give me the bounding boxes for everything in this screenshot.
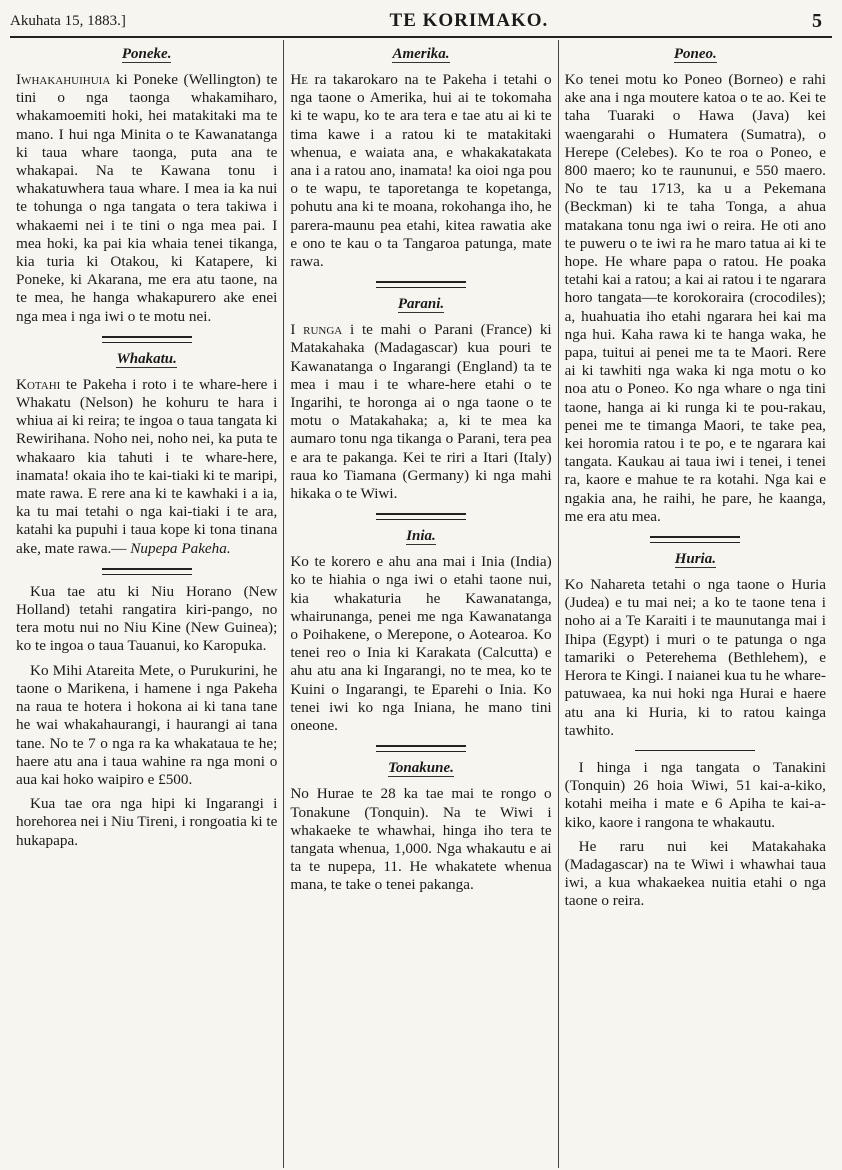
lead-word: Kotahi — [16, 375, 61, 393]
masthead — [10, 6, 832, 38]
article-tonkin: I hinga i nga tangata o Tanakini (Tonquin) 26 hoia Wiwi, 51 kai-a-kiko, kotahi meiha i mate e 6 Apiha te kai-a-kiko, kaore i rangona te whakautu. — [564, 758, 826, 831]
section-heading-whakatu: Whakatu. — [116, 350, 177, 367]
article-text: ki Poneke (Wellington) te tini o nga taonga whakamiharo, whakamoemiti hoki, hei matakitaki ma te mano. I hui nga Minita o te Kawanatanga ki taua whare taonga, puta ana te whakapai. Na te Kawana tonu i whakatuwhera taua whare. I mea ia ka nui te tohunga o nga tangata o tera takiwa i whakaemi nei i te tini o nga mea pai. I mea hoki, ka pai kia whaia tenei tikanga, kia turia ki Otakou, ki Katapere, ki Poneke, ki Akarana, me era atu taone, na te mea, he hanga whakapurero ake enei nga mea i nga iwi o te motu nei. — [16, 71, 278, 325]
section-heading-poneo: Poneo. — [673, 46, 717, 62]
section-heading-amerika: Amerika. — [392, 46, 450, 62]
article-credit: Nupepa Pakeha. — [130, 539, 231, 557]
section-divider — [102, 336, 192, 343]
lead-word: Iwhakahuihuia — [16, 71, 111, 88]
article-inia: Ko te korero e ahu ana mai i Inia (India) ko te hiahia o nga iwi o etahi taone nui, kia whakaturia he Kawanatanga, whairunanga, penei me nga Kawanatanga o Poihakene, o Merepone, o Aotearoa. Ko tenei reo o Inia ki Karakata (Calcutta) e ahu atu ana ki Ingarangi, no te mea, ko te Kuini o Ingarangi, te Eparehi o Inia. Ko tenei iwi ko nga Iniana, he mano tini oneone. — [290, 553, 552, 735]
section-divider — [376, 281, 466, 288]
page-number: 5 — [811, 9, 822, 32]
section-heading-tonakune: Tonakune. — [388, 760, 454, 777]
section-heading-parani: Parani. — [397, 296, 445, 313]
article-text: i te mahi o Parani (France) ki Matakahaka (Madagascar) kua pouri te Kawanatanga o Ingarangi (England) ta te mea i mau i te whare-here etahi o te Ingarihi, te horonga ai o nga taone o te motu o Matakahaka; a, ki te mea ka aumaro tonu nga tikanga o Parani, tera pea e ara te pakanga. Kei te riri a Itari (Italy) raua ko Tiamana (Germany) ki nga mahi hikaka o te Wiwi. — [290, 321, 552, 503]
lead-word: I runga — [290, 321, 343, 339]
article-mihi: Ko Mihi Atareita Mete, o Purukurini, he taone o Marikena, i hamene i nga Pakeha na raua te hotera i hokona ai ki tana tane he wai whakahaurangi, i haurangi ai tana tane. No te 7 o nga ra ka whakataua te he; haere atu ana i taua wahine ra nga moni o aua kai hoko waipiro e £500. — [16, 661, 278, 788]
article-hipi: Kua tae ora nga hipi ki Ingarangi i horehorea nei i Niu Tireni, i rongoatia ki te hukapapa. — [16, 795, 278, 849]
section-heading-huria: Huria. — [674, 551, 716, 568]
newspaper-title: TE KORIMAKO. — [389, 10, 549, 31]
lead-word: He — [290, 71, 309, 88]
article-poneke — [16, 71, 277, 326]
article-parani — [290, 321, 551, 503]
article-niu-horano: Kua tae atu ki Niu Horano (New Holland) tetahi rangatira kiri-pango, no tera motu nui no Niu Kine (New Guinea); ko te ingoa o taua Tauanui, ko Karopuka. — [16, 582, 278, 655]
article-whakatu — [16, 376, 277, 558]
section-heading-poneke: Poneke. — [121, 46, 172, 62]
issue-date: Akuhata 15, 1883.] — [10, 12, 126, 29]
column-3 — [558, 40, 832, 1168]
article-text: te Pakeha i roto i te whare-here i Whakatu (Nelson) he kohuru te hara i whiua ai ki reira; te ingoa o taua tangata ki Rewirihana. Noho nei, noho nei, ka puta te whakaaro kia tahuti i te whare-here, inamata! okaia iho te kai-tiaki ki te maripi, mate rawa. E rere ana ki te kawhaki i a ia, ka tu mai tetahi o nga kai-tiaki i te ara, katahi ka pupuhi i taua kope ki tona tinana ake, mate rawa.— — [16, 375, 278, 557]
article-huria: Ko Nahareta tetahi o nga taone o Huria (Judea) e tu mai nei; a ko te taone tena i noho ai a Te Karaiti i te maunutanga mai i Ihipa (Egypt) i muri o te patunga o nga tamariki o Peterehema (Bethlehem), e Herora te Kingi. I naianei kua tu he whare-patuwaea, ka nui hoki nga Hurai e haere atu ana ki Huria, ki to ratou kainga tawhito. — [564, 576, 826, 739]
section-divider — [650, 536, 740, 543]
section-divider — [635, 750, 755, 751]
section-divider — [376, 513, 466, 520]
column-1 — [10, 40, 283, 1168]
article-poneo: Ko tenei motu ko Poneo (Borneo) e rahi ake ana i nga moutere katoa o te ao. Kei te taha Tuaraki o Hawa (Java) kei waengarahi o Humatera (Sumatra), o Herepe (Celebes). Ko te roa o Poneo, e 800 maero; ko te raununui, e 550 maero. No te tau 1713, ka u a Pekemana (Beckman) ki te taha Tonga, a ahua matakana tonu nga iwi o reira. He oti ano te puweru o te iwi ra he maro tatua ai ki te hope. He whare papa o ratou. He poaka tetahi kai a ratou; a kai ai ratou i te ngarara horo tangata—te korokoraira (crocodiles); a, huahuatia iho etahi ngarara hei kai ma nga hui. Kaha rawa ki te hanga waka, he papa, tuitui ai penei me ta te Maori. Rere ai ki tawhiti nga waka ki nga motu o ko noa atu o Poneo. Ko nga whare o nga tini taone, hanga ai ki runga ki te pou-rakau, penei me te timanga Maori, te take pea, kei horomia ratou i te po, e te ngarara kai tangata. Kaukau ai taua iwi i tenei, i tenei ra, kaore e mahue te ra kotahi. Nga kai e ngakia ana, he raihi, he pare, he kaanga, me era atu mea. — [564, 71, 826, 525]
article-amerika — [290, 71, 551, 271]
columns — [10, 40, 832, 1168]
article-text: ra takarokaro na te Pakeha i tetahi o nga taone o Amerika, hui ai te tokomaha ki te wapu, ko te ara tera e tae atu ai ki te tima kawe i a ratou ki te matakitaki whenua, e waiata ana, e whakakatakata ana i a ratou ano, inamata! ka oioi nga pou o te wapu, te taporetanga te kopetanga, pohutu ana ki te moana, rokohanga iho, he parera-maunu pea etahi, kitea rawatia ake e ono te kau o ta Tangaroa patunga, mate rawa. — [290, 71, 552, 271]
article-tonakune: No Hurae te 28 ka tae mai te rongo o Tonakune (Tonquin). Na te Wiwi i whakaeke te whawhai, hinga iho tera te tangata whenua, 1,000. Nga whakautu e ai ta te nupepa, 11. He whakatete whenua mana, te take o tenei pakanga. — [290, 785, 552, 894]
section-heading-inia: Inia. — [406, 528, 436, 545]
section-divider — [376, 745, 466, 752]
column-2 — [283, 40, 557, 1168]
article-matakahaka: He raru nui kei Matakahaka (Madagascar) na te Wiwi i whawhai taua iwi, a kua whakaekea nuitia etahi o nga taone o reira. — [564, 837, 826, 910]
section-divider — [102, 568, 192, 575]
